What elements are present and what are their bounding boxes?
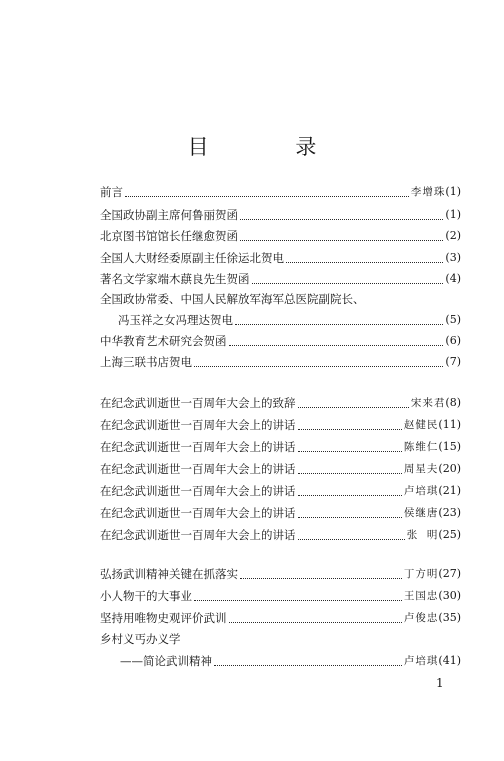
entry-title: 在纪念武训逝世一百周年大会上的讲话 (100, 418, 296, 432)
dot-leader (252, 273, 444, 284)
entry-page: (21) (438, 484, 461, 497)
entry-page: (6) (445, 334, 461, 347)
entry-author: 宋来君 (410, 397, 446, 409)
dot-leader (298, 441, 402, 452)
dot-leader (298, 397, 409, 408)
dot-leader (240, 230, 443, 241)
entry-author: 陈维仁 (403, 441, 439, 453)
toc-entry-xu-yunbei[interactable] (100, 249, 461, 267)
toc-entry-he-luli[interactable] (100, 206, 461, 224)
entry-page: (20) (438, 462, 461, 475)
entry-title: 在纪念武训逝世一百周年大会上的讲话 (100, 528, 296, 542)
entry-author: 赵健民 (403, 419, 439, 431)
entry-page: (11) (438, 418, 461, 431)
entry-title: 著名文学家端木蕻良先生贺函 (100, 272, 250, 286)
toc-entry-village-subtitle[interactable] (120, 652, 461, 670)
toc-entry-zhao-jianmin[interactable] (100, 416, 461, 434)
entry-author: 侯继唐 (403, 507, 439, 519)
dot-leader (240, 209, 443, 220)
toc-entry-ding-fangming[interactable] (100, 565, 461, 583)
entry-page: (7) (445, 355, 461, 368)
toc-entry-feng-lida[interactable] (118, 311, 461, 329)
dot-leader (235, 314, 443, 325)
entry-author: 王国忠 (403, 590, 439, 602)
entry-author: 周星夫 (403, 463, 439, 475)
entry-page: (2) (445, 229, 461, 242)
entry-title: 在纪念武训逝世一百周年大会上的致辞 (100, 396, 296, 410)
entry-title: 在纪念武训逝世一百周年大会上的讲话 (100, 484, 296, 498)
entry-page: (41) (438, 654, 461, 667)
toc-entry-wang-guozhong[interactable] (100, 587, 461, 605)
entry-author: 张 明 (406, 529, 439, 541)
entry-page: (3) (445, 251, 461, 264)
entry-title: 上海三联书店贺电 (100, 355, 192, 369)
toc-entry-feng-line1[interactable]: 全国政协常委、中国人民解放军海军总医院副院长、 (100, 292, 365, 306)
toc-entry-education-art[interactable] (100, 332, 461, 350)
toc-entry-preface[interactable] (100, 183, 461, 201)
page-number: 1 (436, 676, 444, 690)
toc-entry-duanmu[interactable] (100, 270, 461, 288)
dot-leader (298, 507, 402, 518)
entry-title: 在纪念武训逝世一百周年大会上的讲话 (100, 462, 296, 476)
dot-leader (125, 186, 409, 197)
entry-title: 中华教育艺术研究会贺函 (100, 334, 227, 348)
toc-entry-lu-peiqi[interactable] (100, 482, 461, 500)
entry-page: (15) (438, 440, 461, 453)
entry-author: 卢培琪 (403, 485, 439, 497)
entry-title: 冯玉祥之女冯理达贺电 (118, 313, 233, 327)
dot-leader (298, 485, 402, 496)
entry-page: (35) (438, 611, 461, 624)
entry-author: 李增珠 (410, 186, 446, 198)
toc-entry-village-line1[interactable]: 乡村义丐办义学 (100, 632, 181, 646)
toc-entry-zhou-xingfu[interactable] (100, 460, 461, 478)
dot-leader (214, 655, 402, 666)
toc-entry-chen-weiren[interactable] (100, 438, 461, 456)
toc-entry-lu-junzhong[interactable] (100, 609, 461, 627)
entry-title: 北京图书馆馆长任继愈贺函 (100, 229, 238, 243)
dot-leader (286, 252, 443, 263)
entry-title: 全国人大财经委原副主任徐运北贺电 (100, 251, 284, 265)
toc-entry-zhang-ming[interactable] (100, 526, 461, 544)
entry-page: (1) (445, 185, 461, 198)
entry-author: 丁方明 (403, 568, 439, 580)
entry-page: (4) (445, 272, 461, 285)
entry-author: 卢俊忠 (403, 612, 439, 624)
entry-title: 弘扬武训精神关键在抓落实 (100, 567, 238, 581)
entry-page: (25) (438, 528, 461, 541)
toc-entry-sanlian[interactable] (100, 353, 461, 371)
dot-leader (194, 590, 402, 601)
entry-page: (30) (438, 589, 461, 602)
entry-page: (23) (438, 506, 461, 519)
toc-entry-song-laijun[interactable] (100, 394, 461, 412)
entry-page: (8) (445, 396, 461, 409)
entry-title: 全国政协副主席何鲁丽贺函 (100, 208, 238, 222)
dot-leader (298, 419, 402, 430)
toc-entry-hou-jitang[interactable] (100, 504, 461, 522)
entry-title: 坚持用唯物史观评价武训 (100, 611, 227, 625)
entry-title: 前言 (100, 185, 123, 199)
dot-leader (240, 568, 402, 579)
entry-page: (5) (445, 313, 461, 326)
dot-leader (229, 335, 444, 346)
dot-leader (194, 356, 443, 367)
entry-title: ——简论武训精神 (120, 654, 212, 668)
toc-entry-ren-jiyu[interactable] (100, 227, 461, 245)
entry-page: (27) (438, 567, 461, 580)
entry-title: 在纪念武训逝世一百周年大会上的讲话 (100, 440, 296, 454)
entry-page: (1) (445, 208, 461, 221)
page-title: 目 录 (187, 135, 357, 159)
dot-leader (298, 529, 405, 540)
entry-title: 小人物干的大事业 (100, 589, 192, 603)
entry-author: 卢培琪 (403, 655, 439, 667)
dot-leader (298, 463, 402, 474)
entry-title: 在纪念武训逝世一百周年大会上的讲话 (100, 506, 296, 520)
dot-leader (229, 612, 402, 623)
